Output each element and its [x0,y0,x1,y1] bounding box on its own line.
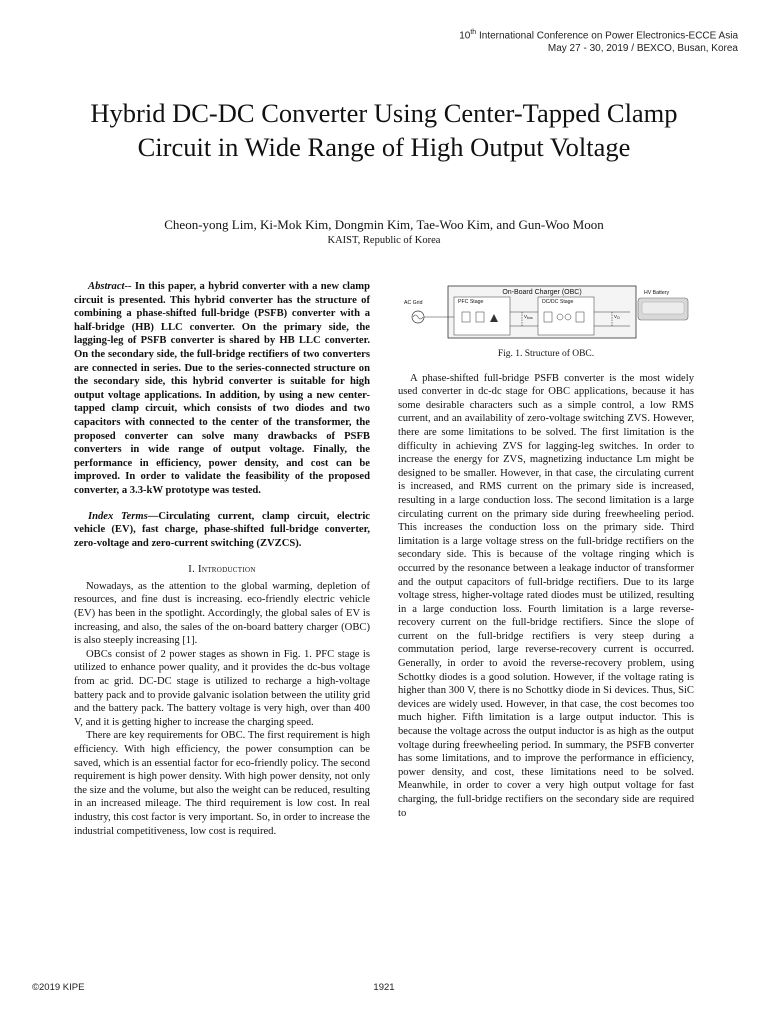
intro-paragraph-2: OBCs consist of 2 power stages as shown in Fig. 1. PFC stage is utilized to enhance power quality, and it provides the dc-bus voltage from ac grid. DC-DC stage is utilized to recharge a high-voltage battery pack and to provide galvanic isolation between the utility grid and the battery pack. The battery voltage is very high, over than 400 V, and it is getting higher to increase the charging speed. [74,648,370,728]
obc-box-label: On-Board Charger (OBC) [502,289,582,296]
dcdc-stage-label: DC/DC Stage [542,299,574,305]
pfc-stage-label: PFC Stage [458,299,484,305]
intro-paragraph-1: Nowadays, as the attention to the global warming, depletion of resources, and fine dust is increasing. eco-friendly electric vehicle (EV) has been in the spotlight. Accordingly, the global sales of EV is increasing, and also, the sales of the on-board battery charger (OBC) is also steeply increasing [1]. [74,580,370,647]
section-heading-introduction: I. Introduction [188,564,256,576]
author-list: Cheon-yong Lim, Ki-Mok Kim, Dongmin Kim, Tae-Woo Kim, and Gun-Woo Moon [164,217,604,232]
right-body-paragraph: A phase-shifted full-bridge PSFB converter is the most widely used converter in dc-dc stage for OBC applications, because it has some desirable characters such as a simple control, a low RMS current, and an availability of zero-voltage switching ZVS. However, there are some limitations to be solved. The first limitation is the difficulty in achieving ZVS for lagging-leg switches. In order to increase the energy for ZVS, magnetizing inductance Lm might be designed to be smaller. However, in that case, the circulating current is increased, and RMS current on the primary side is increased, resulting in a large conduction loss. The second limitation is a large circulating current on the primary side during freewheeling period. This increases the conduction loss on the primary side. Third limitation is a large voltage stress on the full-bridge rectifiers on the secondary side. This is because of the voltage ringing which is occurred by the resonance between a leakage inductor of transformer and the output capacitors of full-bridge rectifiers. Due to its large voltage stress, higher-voltage rated diodes must be utilized, resulting in a large conduction loss. Fourth limitation is a large reverse-recovery current on the full-bridge rectifiers. Since the slope of current on the full-bridge rectifiers is very steep during a commutation period, large reverse-recovery current is occurred. Generally, in order to avoid the reverse-recovery problem, using Schottky diodes is a good solution. However, if the voltage rating is higher than 300 V, there is no Schottky diode in Si devices. Thus, SiC devices are widely used. However, in that case, the cost becomes too much higher. Fifth limitation is a large output inductor. This is because the voltage across the output inductor is as high as the output voltage during freewheeling period. In summary, the PSFB converter has some limitations, and to improve the performance in efficiency, power density, and cost, these limitations need to be solved. Meanwhile, in order to cover a very high output voltage for fast charging, the full-bridge rectifiers on the secondary side are required to [398,372,694,819]
abstract-label: Abstract-- [88,281,132,292]
figure-obc-structure [398,284,694,344]
affiliation: KAIST, Republic of Korea [327,235,441,246]
ac-grid-label: AC Grid [404,300,423,306]
figure-1-caption: Fig. 1. Structure of OBC. [497,349,595,359]
intro-paragraph-3: There are key requirements for OBC. The first requirement is high efficiency. With high efficiency, the power consumption can be saved, which is an essential factor for eco-friendly policy. The second requirement is high power density. With high power density, not only the size and the volume, but also the weight can be reduced, resulting in an increased mileage. The third requirement is low cost. In real industry, this cost factor is very important. So, in order to increase the industrial competitiveness, low cost is required. [74,730,370,837]
vo-label: $V_O$ [614,314,620,320]
page-number: 1921 [373,982,395,993]
paper-title: Hybrid DC-DC Converter Using Center-Tapped Clamp Circuit in Wide Range of High Output Voltage [90,98,678,162]
vbus-label: $V_{bus}$ [524,314,533,320]
left-column [74,280,370,838]
copyright-footer: ©2019 KIPE [32,982,85,993]
right-column [398,284,694,820]
abstract [74,280,370,498]
hv-battery-label: HV Battery [644,290,670,296]
index-terms-label: Index Terms [88,510,148,522]
index-terms-text: —Circulating current, clamp circuit, electric vehicle (EV), fast charge, phase-shifted full-bridge converter, zero-voltage and zero-current switching (ZVZCS). [74,510,370,549]
conference-header [459,26,738,55]
conference-name: 10th International Conference on Power Electronics-ECCE Asia [459,29,738,42]
conference-date-venue: May 27 - 30, 2019 / BEXCO, Busan, Korea [547,43,738,55]
abstract-text: In this paper, a hybrid converter with a new clamp circuit is presented. This hybrid converter has the structure of combining a phase-shifted full-bridge (PSFB) converter with a half-bridge (HB) LLC converter. On the primary side, the lagging-leg of PSFB converter is shared by HB LLC converter. On the secondary side, the full-bridge rectifiers of two converters are connected in series. Due to the series-connected structure on the secondary side, this hybrid converter is suitable for high output voltage applications. In addition, by using a new center-tapped clamp circuit, which consists of two diodes and two capacitors with connected to the center of the transformer, the proposed converter can solve many drawbacks of PSFB converters in wide range of output voltage. Finally, the performance in efficiency, power density, and cost can be improved. In order to validate the feasibility of the proposed converter, a 3.3-kW prototype was tested. [74,281,370,496]
index-terms [74,510,370,551]
